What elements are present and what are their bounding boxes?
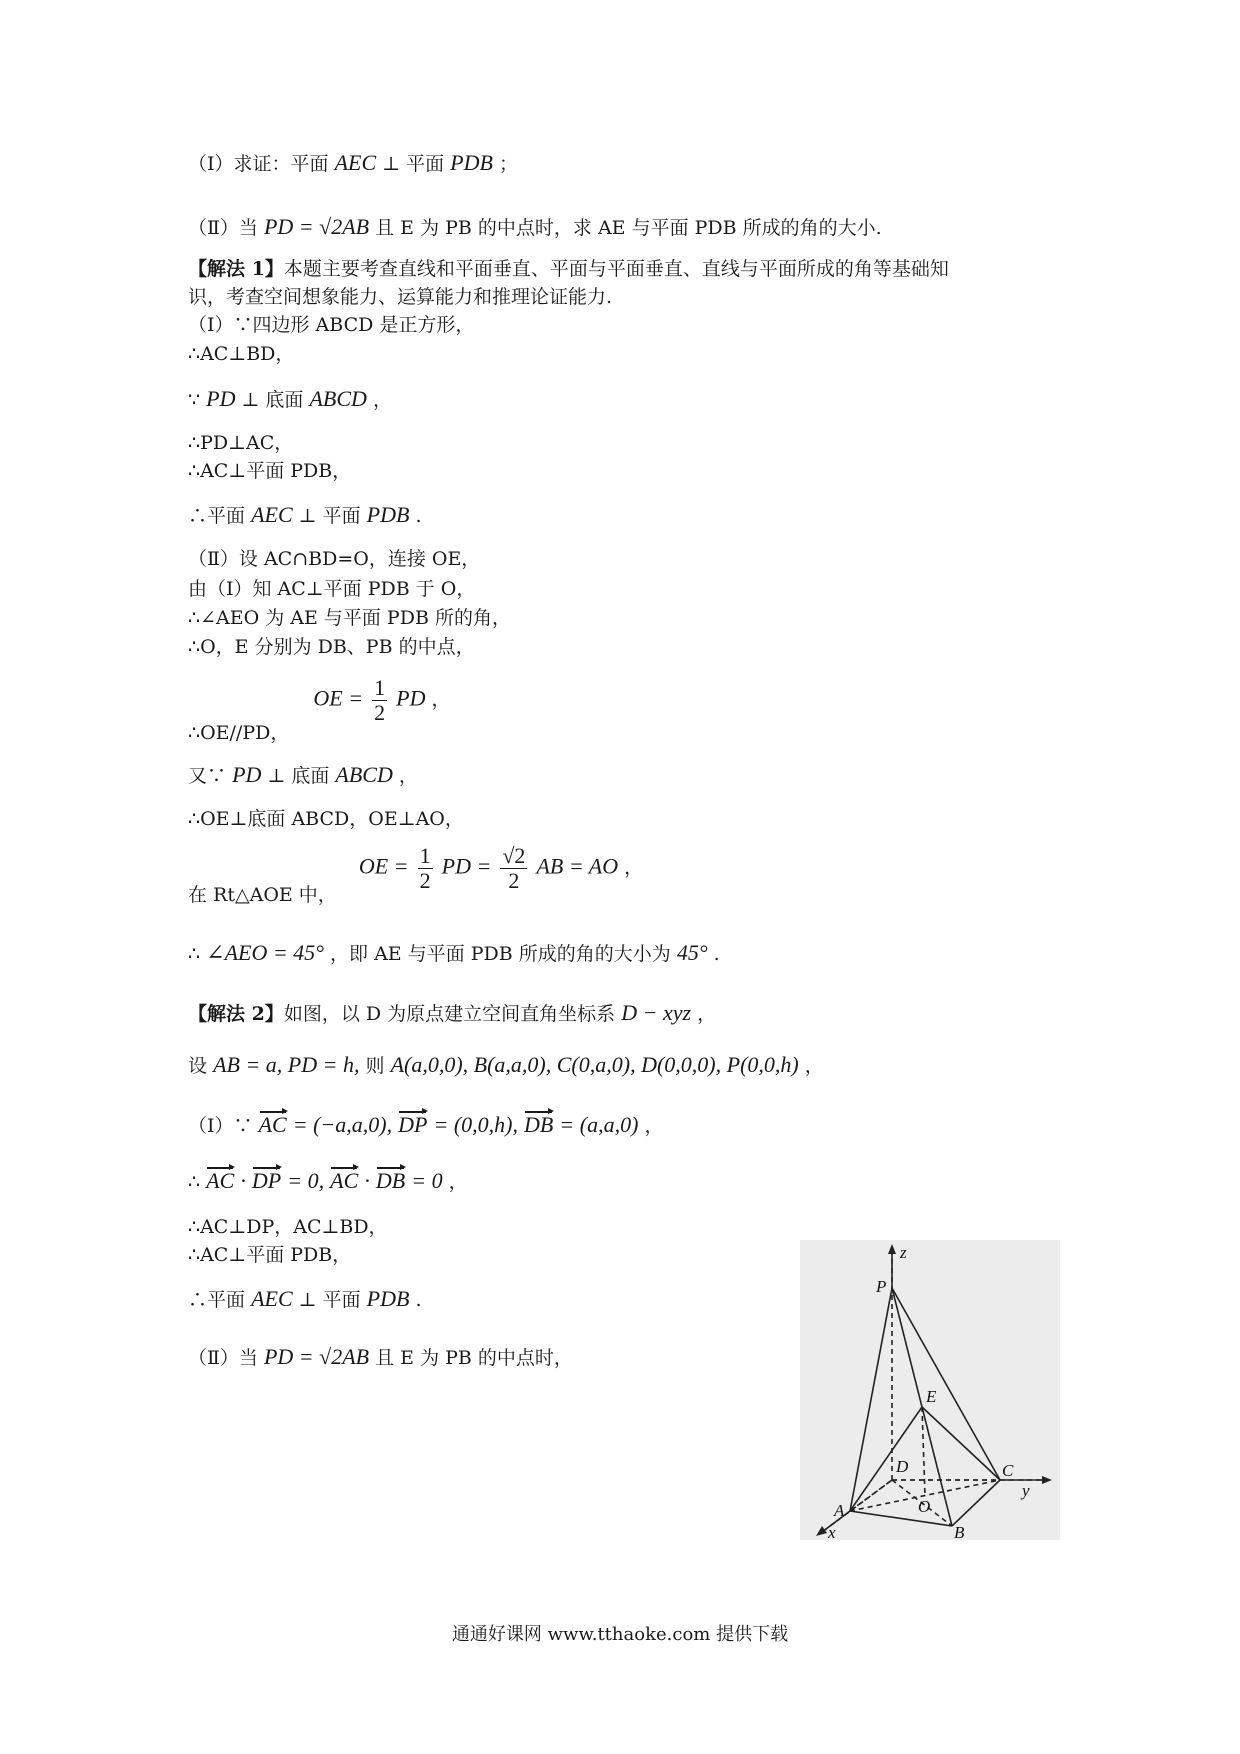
label-o: O xyxy=(918,1497,931,1516)
numerator: 1 xyxy=(419,843,431,868)
line-24: ∴AC⊥DP，AC⊥BD， xyxy=(188,1216,388,1238)
math: PDB xyxy=(450,150,493,175)
math: AEC xyxy=(251,502,293,527)
text: ∴OE//PD， xyxy=(188,722,290,744)
math: = (0,0,h), xyxy=(433,1112,518,1137)
pyramid-figure xyxy=(800,1240,1060,1540)
vector: AC xyxy=(330,1168,359,1193)
vector: AC xyxy=(258,1112,287,1137)
vector: DP xyxy=(398,1112,428,1137)
text: ， xyxy=(372,389,392,411)
math: ∠AEO = 45° xyxy=(206,940,324,965)
text: （Ⅰ）∵ xyxy=(188,1115,253,1137)
text: ， xyxy=(804,1055,824,1077)
line-11: （Ⅱ）设 AC∩BD=O，连接 OE， xyxy=(188,548,481,570)
text: . xyxy=(415,1289,422,1311)
line-18 xyxy=(188,844,643,908)
fraction xyxy=(372,676,387,725)
math: = (−a,a,0), xyxy=(292,1112,393,1137)
text: . xyxy=(713,943,720,965)
line-13: ∴∠AEO 为 AE 与平面 PDB 所的角， xyxy=(188,607,511,629)
math: D − xyz xyxy=(621,1000,692,1025)
math: = 0 xyxy=(411,1168,443,1193)
math: = 0, xyxy=(287,1168,325,1193)
text: ⊥ 平面 xyxy=(298,1289,361,1311)
text: 设 xyxy=(188,1055,208,1077)
text: 如图，以 D 为原点建立空间直角坐标系 xyxy=(283,1003,616,1025)
text: ⊥ 平面 xyxy=(298,505,361,527)
math: · xyxy=(240,1168,246,1193)
text: ， xyxy=(644,1115,664,1137)
fraction xyxy=(418,844,433,893)
math: PD xyxy=(232,762,262,787)
line-20 xyxy=(188,1000,716,1027)
vector: DP xyxy=(251,1168,282,1193)
text: （Ⅰ）求证：平面 xyxy=(188,153,329,175)
text: 又∵ xyxy=(188,765,227,787)
text: . xyxy=(415,505,422,527)
vector: AC xyxy=(206,1168,235,1193)
math: PDB xyxy=(366,502,410,527)
line-15 xyxy=(188,676,451,746)
line-6: ∴AC⊥BD， xyxy=(188,343,295,365)
line-19 xyxy=(188,940,720,967)
text: 则 xyxy=(365,1055,385,1077)
label-b: B xyxy=(954,1523,965,1540)
math: A(a,0,0), B(a,a,0), C(0,a,0), D(0,0,0), P(0,0,h) xyxy=(390,1052,799,1077)
vector: DB xyxy=(375,1168,406,1193)
line-16 xyxy=(188,762,418,789)
line-17: ∴OE⊥底面 ABCD，OE⊥AO， xyxy=(188,808,464,830)
text: ⊥ 底面 xyxy=(241,389,304,411)
math: AB = AO xyxy=(536,853,619,879)
math: PD xyxy=(206,386,236,411)
solution-tag: 【解法 1】 xyxy=(188,258,284,280)
math: · xyxy=(364,1168,370,1193)
line-10 xyxy=(188,502,422,529)
text: ⊥ 平面 xyxy=(382,153,445,175)
math: ABCD xyxy=(309,386,367,411)
text: ∴ xyxy=(188,1171,201,1193)
line-22 xyxy=(188,1112,663,1139)
math: OE = xyxy=(313,685,364,711)
math: AEC xyxy=(251,1286,293,1311)
text: ，即 AE 与平面 PDB 所成的角的大小为 xyxy=(330,943,671,965)
math: = (a,a,0) xyxy=(559,1112,639,1137)
text: 本题主要考查直线和平面垂直、平面与平面垂直、直线与平面所成的角等基础知 xyxy=(283,258,949,280)
math: PD = √2AB xyxy=(263,1344,370,1369)
text: ； xyxy=(498,153,518,175)
line-12: 由（Ⅰ）知 AC⊥平面 PDB 于 O， xyxy=(188,578,476,600)
line-23 xyxy=(188,1168,468,1195)
label-d: D xyxy=(896,1457,909,1476)
denominator: 2 xyxy=(374,700,386,725)
text: ∵ xyxy=(188,389,201,411)
math: AB = a, PD = h, xyxy=(213,1052,360,1077)
math: AEC xyxy=(334,150,377,175)
text: ∴平面 xyxy=(188,1289,246,1311)
line-26 xyxy=(188,1286,422,1313)
solution-tag: 【解法 2】 xyxy=(188,1003,284,1025)
vector: DB xyxy=(524,1112,554,1137)
numerator: 1 xyxy=(374,675,386,700)
fraction xyxy=(500,844,527,893)
denominator: 2 xyxy=(419,868,431,893)
footer: 通通好课网 www.tthaoke.com 提供下载 xyxy=(451,1624,789,1645)
text: 且 E 为 PB 的中点时，求 AE 与平面 PDB 所成的角的大小. xyxy=(375,217,882,239)
label-y: y xyxy=(1022,1481,1030,1500)
line-1 xyxy=(188,150,518,177)
text: ∴平面 xyxy=(188,505,246,527)
label-x: x xyxy=(828,1523,836,1540)
label-z: z xyxy=(900,1243,907,1262)
label-p: P xyxy=(876,1277,887,1296)
line-3 xyxy=(188,256,949,282)
line-8: ∴PD⊥AC， xyxy=(188,432,294,454)
text: ， xyxy=(448,1171,468,1193)
math: 45° xyxy=(676,940,708,965)
text: ， xyxy=(624,856,644,879)
line-9: ∴AC⊥平面 PDB， xyxy=(188,460,352,482)
numerator: √2 xyxy=(502,843,526,868)
line-25: ∴AC⊥平面 PDB， xyxy=(188,1244,352,1266)
text: 在 Rt△AOE 中， xyxy=(188,884,337,906)
line-27 xyxy=(188,1344,573,1371)
math: ABCD xyxy=(335,762,393,787)
math: PDB xyxy=(366,1286,410,1311)
line-4: 识，考查空间想象能力、运算能力和推理论证能力. xyxy=(188,286,613,308)
line-2 xyxy=(188,214,882,241)
label-c: C xyxy=(1002,1461,1014,1480)
line-14: ∴O，E 分别为 DB、PB 的中点， xyxy=(188,636,475,658)
line-21 xyxy=(188,1052,824,1079)
math: PD = √2AB xyxy=(263,214,370,239)
text: 且 E 为 PB 的中点时， xyxy=(375,1347,573,1369)
text: ， xyxy=(431,688,451,711)
line-7 xyxy=(188,386,392,413)
text: ⊥ 底面 xyxy=(267,765,330,787)
math: OE = xyxy=(358,853,409,879)
text: ， xyxy=(398,765,418,787)
math: PD = xyxy=(441,853,492,879)
label-e: E xyxy=(926,1387,937,1406)
denominator: 2 xyxy=(508,868,520,893)
label-a: A xyxy=(834,1501,845,1520)
math: PD xyxy=(396,685,426,711)
text: ∴ xyxy=(188,943,201,965)
text: （Ⅱ）当 xyxy=(188,1347,258,1369)
line-5: （Ⅰ）∵四边形 ABCD 是正方形， xyxy=(188,314,475,336)
text: （Ⅱ）当 xyxy=(188,217,258,239)
text: ， xyxy=(697,1003,717,1025)
